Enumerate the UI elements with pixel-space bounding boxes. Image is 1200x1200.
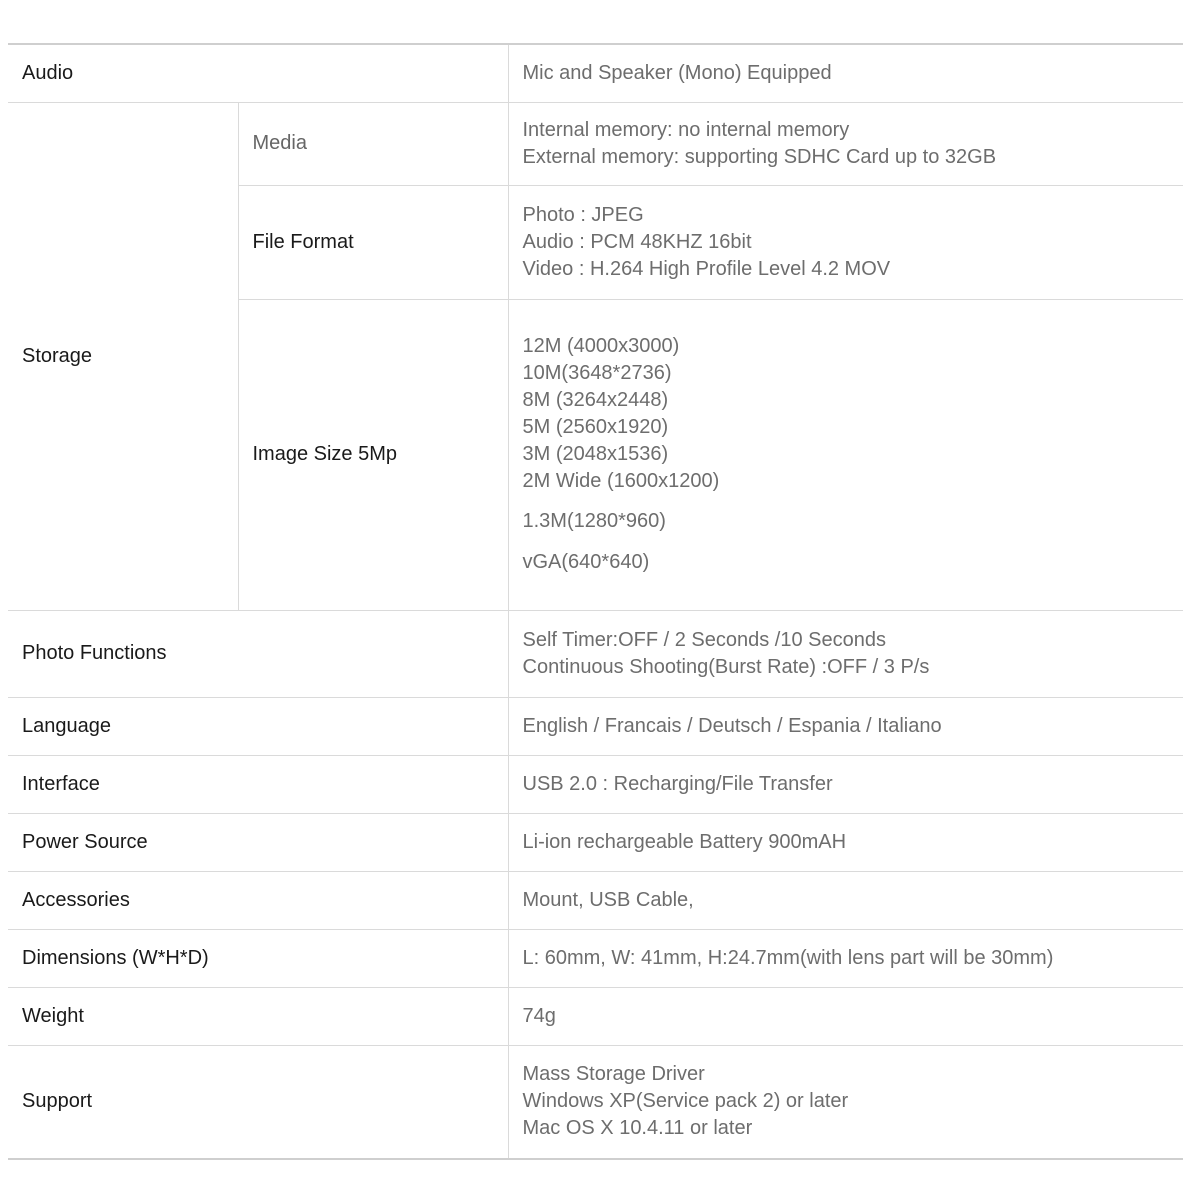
image-size-line: 3M (2048x1536) [522, 443, 669, 465]
media-value [508, 102, 1183, 185]
support-line: Mac OS X 10.4.11 or later [522, 1117, 753, 1140]
photo-functions-line: Continuous Shooting(Burst Rate) :OFF / 3 P/s [522, 655, 930, 678]
row-storage-media [8, 102, 1183, 185]
image-size-line: 8M (3264x2448) [522, 389, 669, 411]
power-source-label: Power Source [8, 813, 508, 871]
file-format-line: Photo : JPEG [522, 203, 644, 226]
media-label: Media [238, 102, 508, 185]
row-accessories [8, 871, 1183, 929]
row-audio [8, 44, 1183, 102]
photo-functions-line: Self Timer:OFF / 2 Seconds /10 Seconds [522, 628, 886, 651]
accessories-label: Accessories [8, 871, 508, 929]
image-size-line: 10M(3648*2736) [522, 362, 672, 384]
support-line: Mass Storage Driver [522, 1063, 705, 1086]
row-dimensions [8, 929, 1183, 987]
row-power-source [8, 813, 1183, 871]
image-size-line: 12M (4000x3000) [522, 335, 680, 357]
image-size-line: vGA(640*640) [522, 551, 650, 573]
weight-label: Weight [8, 987, 508, 1045]
language-label: Language [8, 697, 508, 755]
audio-value: Mic and Speaker (Mono) Equipped [508, 44, 1183, 102]
support-value [508, 1045, 1183, 1159]
row-weight [8, 987, 1183, 1045]
interface-value: USB 2.0 : Recharging/File Transfer [508, 755, 1183, 813]
row-support [8, 1045, 1183, 1159]
file-format-line: Audio : PCM 48KHZ 16bit [522, 230, 752, 253]
row-language [8, 697, 1183, 755]
image-size-value [508, 299, 1183, 610]
accessories-value: Mount, USB Cable, [508, 871, 1183, 929]
audio-label: Audio [8, 44, 508, 102]
image-size-line: 1.3M(1280*960) [522, 510, 666, 532]
power-source-value: Li-ion rechargeable Battery 900mAH [508, 813, 1183, 871]
row-interface [8, 755, 1183, 813]
file-format-value [508, 185, 1183, 299]
image-size-line: 2M Wide (1600x1200) [522, 470, 720, 492]
storage-label: Storage [8, 102, 238, 610]
interface-label: Interface [8, 755, 508, 813]
row-photo-functions [8, 610, 1183, 697]
weight-value: 74g [508, 987, 1183, 1045]
media-line: Internal memory: no internal memory [522, 118, 850, 141]
photo-functions-value [508, 610, 1183, 697]
image-size-line: 5M (2560x1920) [522, 416, 669, 438]
spec-table [8, 43, 1183, 1160]
file-format-label: File Format [238, 185, 508, 299]
image-size-label: Image Size 5Mp [238, 299, 508, 610]
language-value: English / Francais / Deutsch / Espania / Italiano [508, 697, 1183, 755]
file-format-line: Video : H.264 High Profile Level 4.2 MOV [522, 257, 891, 280]
dimensions-value: L: 60mm, W: 41mm, H:24.7mm(with lens part will be 30mm) [508, 929, 1183, 987]
dimensions-label: Dimensions (W*H*D) [8, 929, 508, 987]
support-line: Windows XP(Service pack 2) or later [522, 1090, 849, 1113]
support-label: Support [8, 1045, 508, 1159]
media-line: External memory: supporting SDHC Card up to 32GB [522, 145, 997, 168]
photo-functions-label: Photo Functions [8, 610, 508, 697]
